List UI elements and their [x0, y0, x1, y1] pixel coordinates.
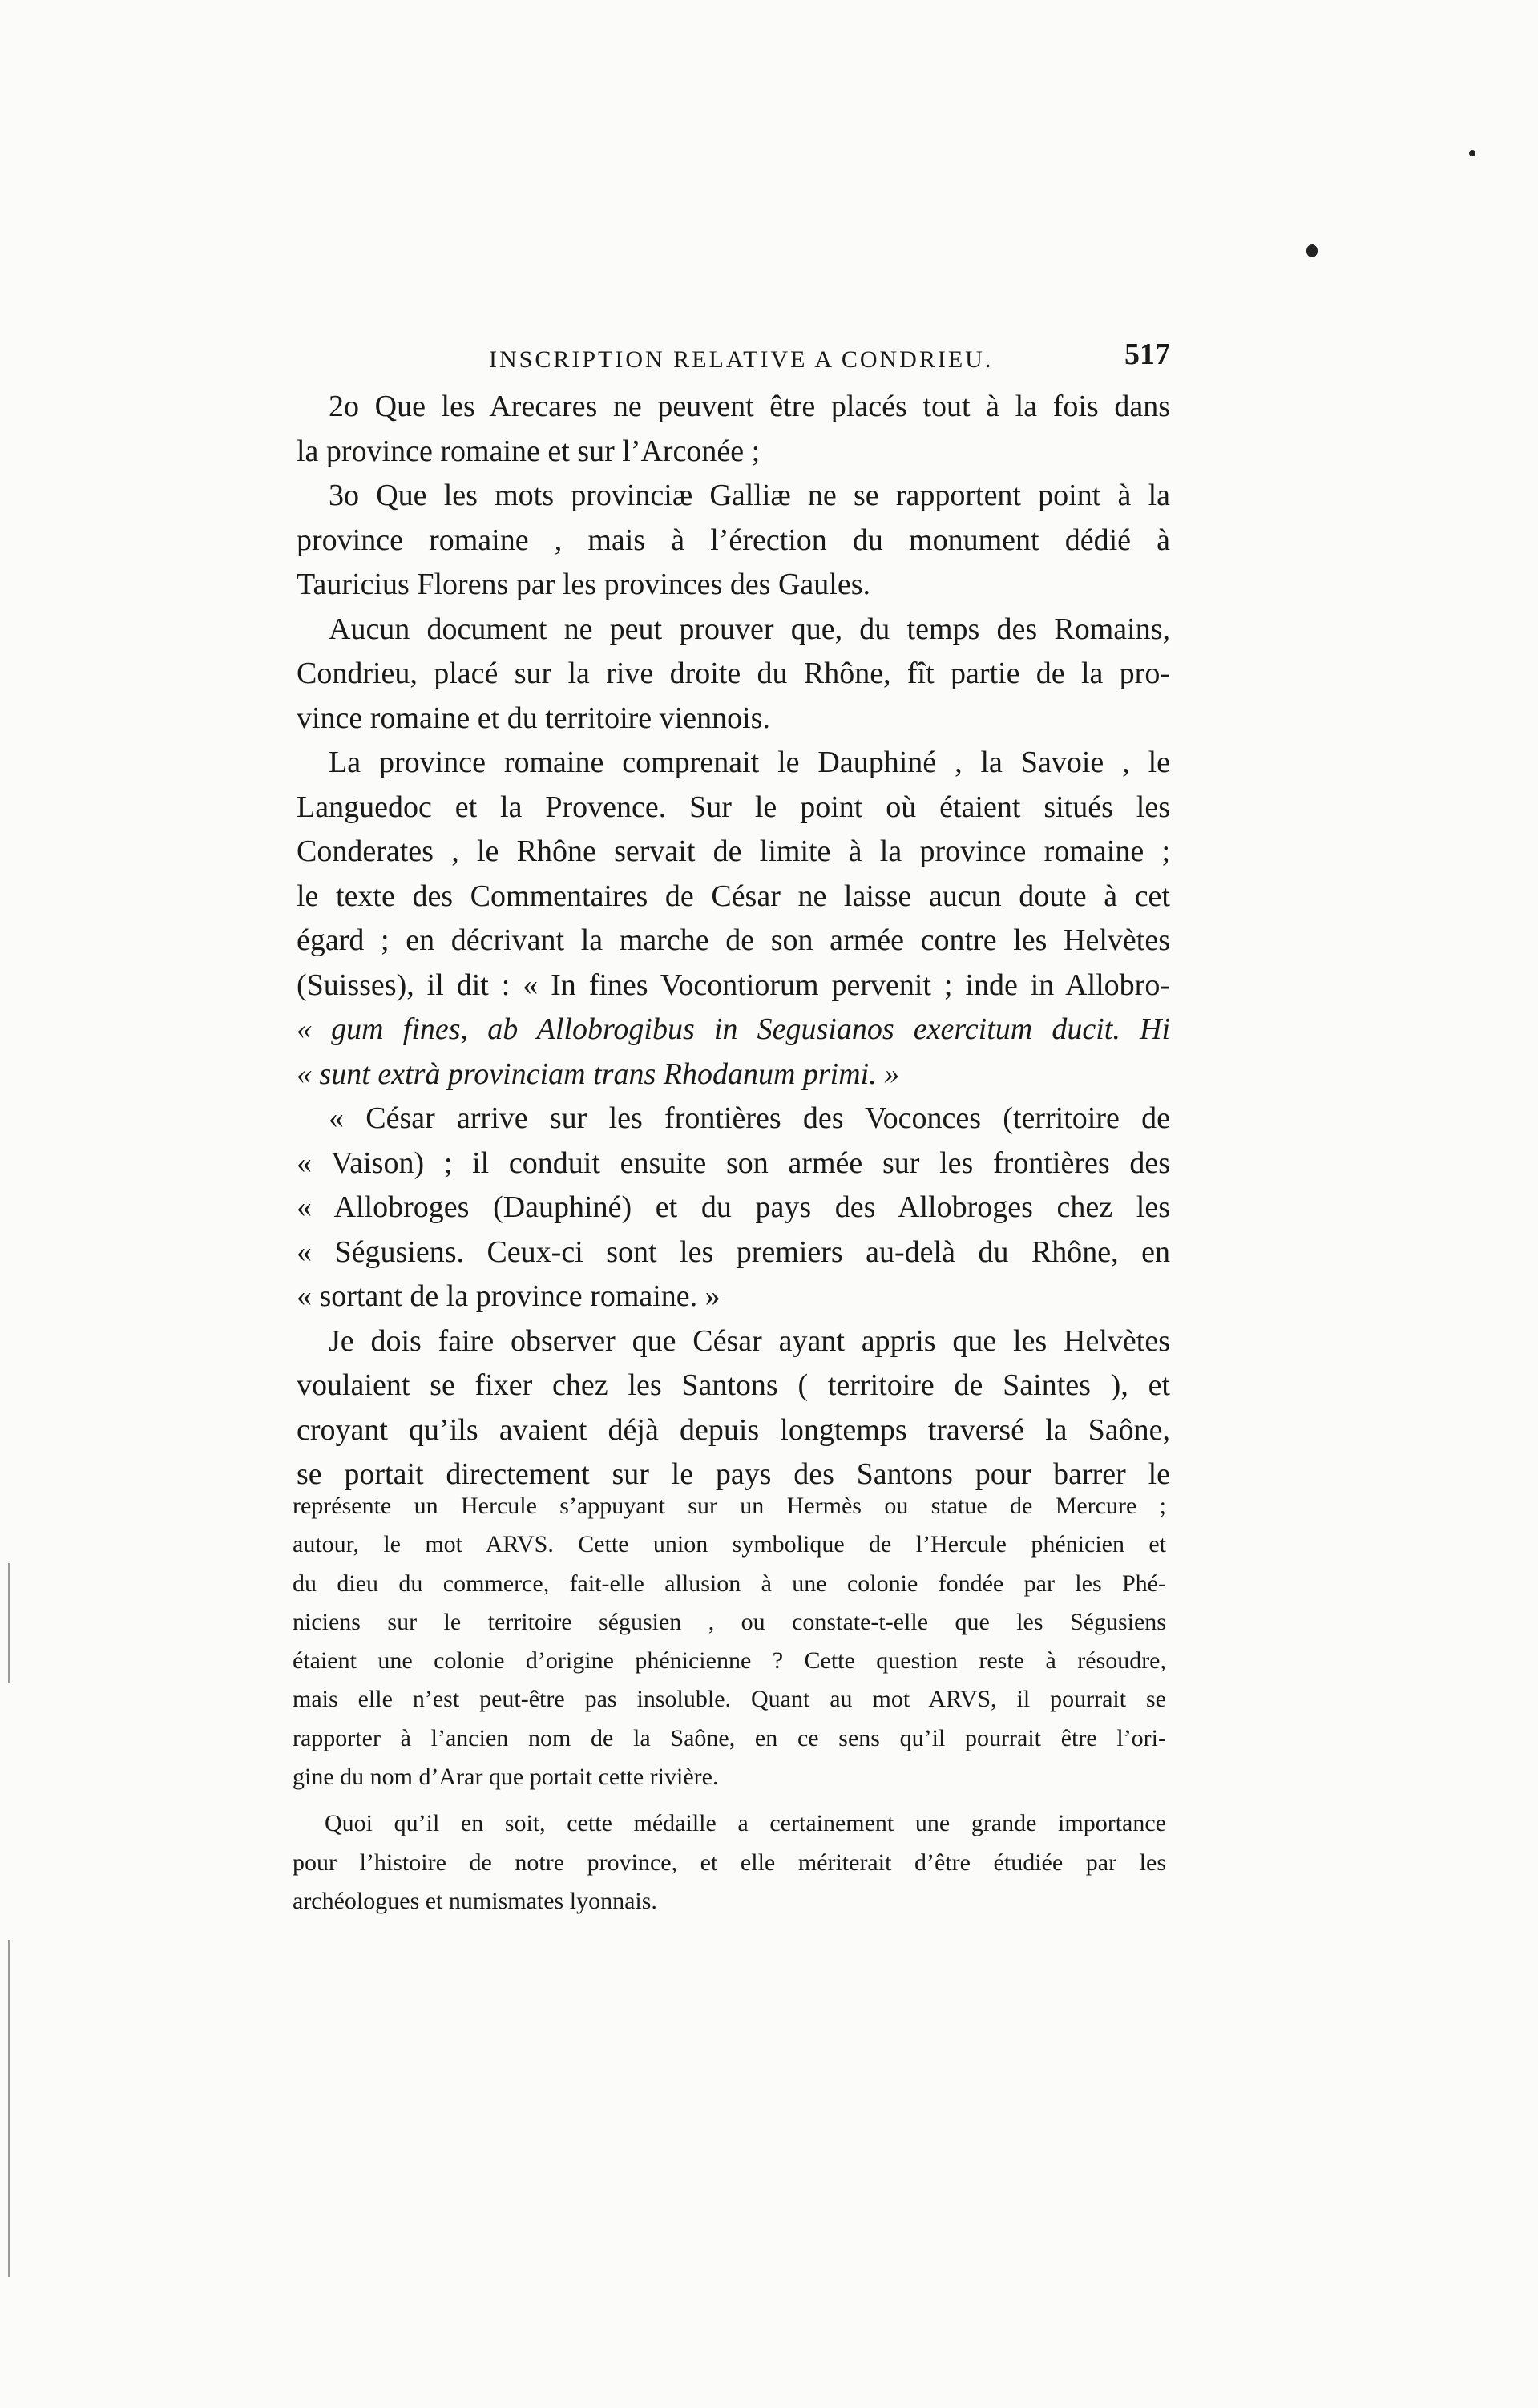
paragraph-3 — [297, 608, 1170, 741]
text-line: « sortant de la province romaine. » — [297, 1279, 721, 1313]
text-line: « Allobroges (Dauphiné) et du pays des Allobroges chez les — [297, 1190, 1170, 1224]
text-line: se portait directement sur le pays des Santons pour barrer le — [297, 1457, 1170, 1491]
note-line: gine du nom d’Arar que portait cette rivière. — [293, 1764, 719, 1791]
note-line: Quoi qu’il en soit, cette médaille a certainement une grande importance — [325, 1810, 1166, 1837]
note-line: étaient une colonie d’origine phénicienne ? Cette question reste à résoudre, — [293, 1647, 1166, 1675]
scan-speck — [1306, 244, 1318, 257]
text-line: Je dois faire observer que César ayant appris que les Helvètes — [329, 1323, 1170, 1358]
paragraph-6 — [297, 1319, 1170, 1497]
text-line: égard ; en décrivant la marche de son armée contre les Helvètes — [297, 923, 1170, 957]
page-number: 517 — [1124, 337, 1170, 371]
running-head: INSCRIPTION RELATIVE A CONDRIEU. — [489, 346, 994, 373]
text-line: voulaient se fixer chez les Santons ( territoire de Saintes ), et — [297, 1368, 1170, 1402]
note-line: pour l’histoire de notre province, et elle mériterait d’être étudiée par les — [293, 1848, 1166, 1876]
scan-edge-line — [8, 1563, 10, 1683]
text-line: (Suisses), il dit : « In fines Vocontiorum pervenit ; inde in Allobro- — [297, 968, 1170, 1002]
page-header — [297, 332, 1170, 380]
text-line: « Ségusiens. Ceux-ci sont les premiers au-delà du Rhône, en — [297, 1234, 1170, 1269]
scan-edge-line — [8, 1940, 10, 2277]
footnote-paragraph-2 — [293, 1804, 1166, 1921]
text-line: Condrieu, placé sur la rive droite du Rhône, fît partie de la pro- — [297, 657, 1170, 690]
text-line: « sunt extrà provinciam trans Rhodanum primi. » — [297, 1057, 900, 1091]
text-line: « César arrive sur les frontières des Voconces (territoire de — [329, 1101, 1170, 1135]
paragraph-1 — [297, 385, 1170, 474]
note-line: mais elle n’est peut-être pas insoluble. Quant au mot ARVS, il pourrait se — [293, 1686, 1166, 1713]
text-line: vince romaine et du territoire viennois. — [297, 701, 770, 735]
note-line: autour, le mot ARVS. Cette union symbolique de l’Hercule phénicien et — [293, 1531, 1166, 1558]
paragraph-4 — [297, 741, 1170, 1097]
main-text — [297, 385, 1170, 1497]
footnote-paragraph-1 — [293, 1487, 1166, 1796]
text-line: Aucun document ne peut prouver que, du temps des Romains, — [329, 612, 1170, 646]
text-line: Conderates , le Rhône servait de limite à la province romaine ; — [297, 834, 1170, 868]
text-line: province romaine , mais à l’érection du monument dédié à — [297, 523, 1170, 557]
text-line: 2o Que les Arecares ne peuvent être placés tout à la fois dans — [329, 390, 1170, 423]
paragraph-2 — [297, 474, 1170, 608]
text-line: « gum fines, ab Allobrogibus in Segusianos exercitum ducit. Hi — [297, 1012, 1170, 1046]
text-line: 3o Que les mots provinciæ Galliæ ne se rapportent point à la — [329, 479, 1170, 512]
scan-speck — [1469, 150, 1475, 156]
text-line: le texte des Commentaires de César ne laisse aucun doute à cet — [297, 879, 1170, 913]
text-line: Tauricius Florens par les provinces des Gaules. — [297, 568, 870, 601]
text-line: La province romaine comprenait le Dauphiné , la Savoie , le — [329, 745, 1170, 779]
note-line: archéologues et numismates lyonnais. — [293, 1887, 657, 1914]
note-line: rapporter à l’ancien nom de la Saône, en ce sens qu’il pourrait être l’ori- — [293, 1724, 1166, 1751]
note-line: représente un Hercule s’appuyant sur un Hermès ou statue de Mercure ; — [293, 1493, 1166, 1519]
text-line: « Vaison) ; il conduit ensuite son armée sur les frontières des — [297, 1145, 1170, 1180]
text-line: croyant qu’ils avaient déjà depuis longtemps traversé la Saône, — [297, 1412, 1170, 1447]
text-line: Languedoc et la Provence. Sur le point où étaient situés les — [297, 790, 1170, 824]
footnote-text — [293, 1487, 1166, 1921]
text-line: la province romaine et sur l’Arconée ; — [297, 434, 761, 468]
note-line: niciens sur le territoire ségusien , ou constate-t-elle que les Ségusiens — [293, 1608, 1166, 1635]
paragraph-5 — [297, 1097, 1170, 1319]
note-line: du dieu du commerce, fait-elle allusion à une colonie fondée par les Phé- — [293, 1570, 1166, 1597]
